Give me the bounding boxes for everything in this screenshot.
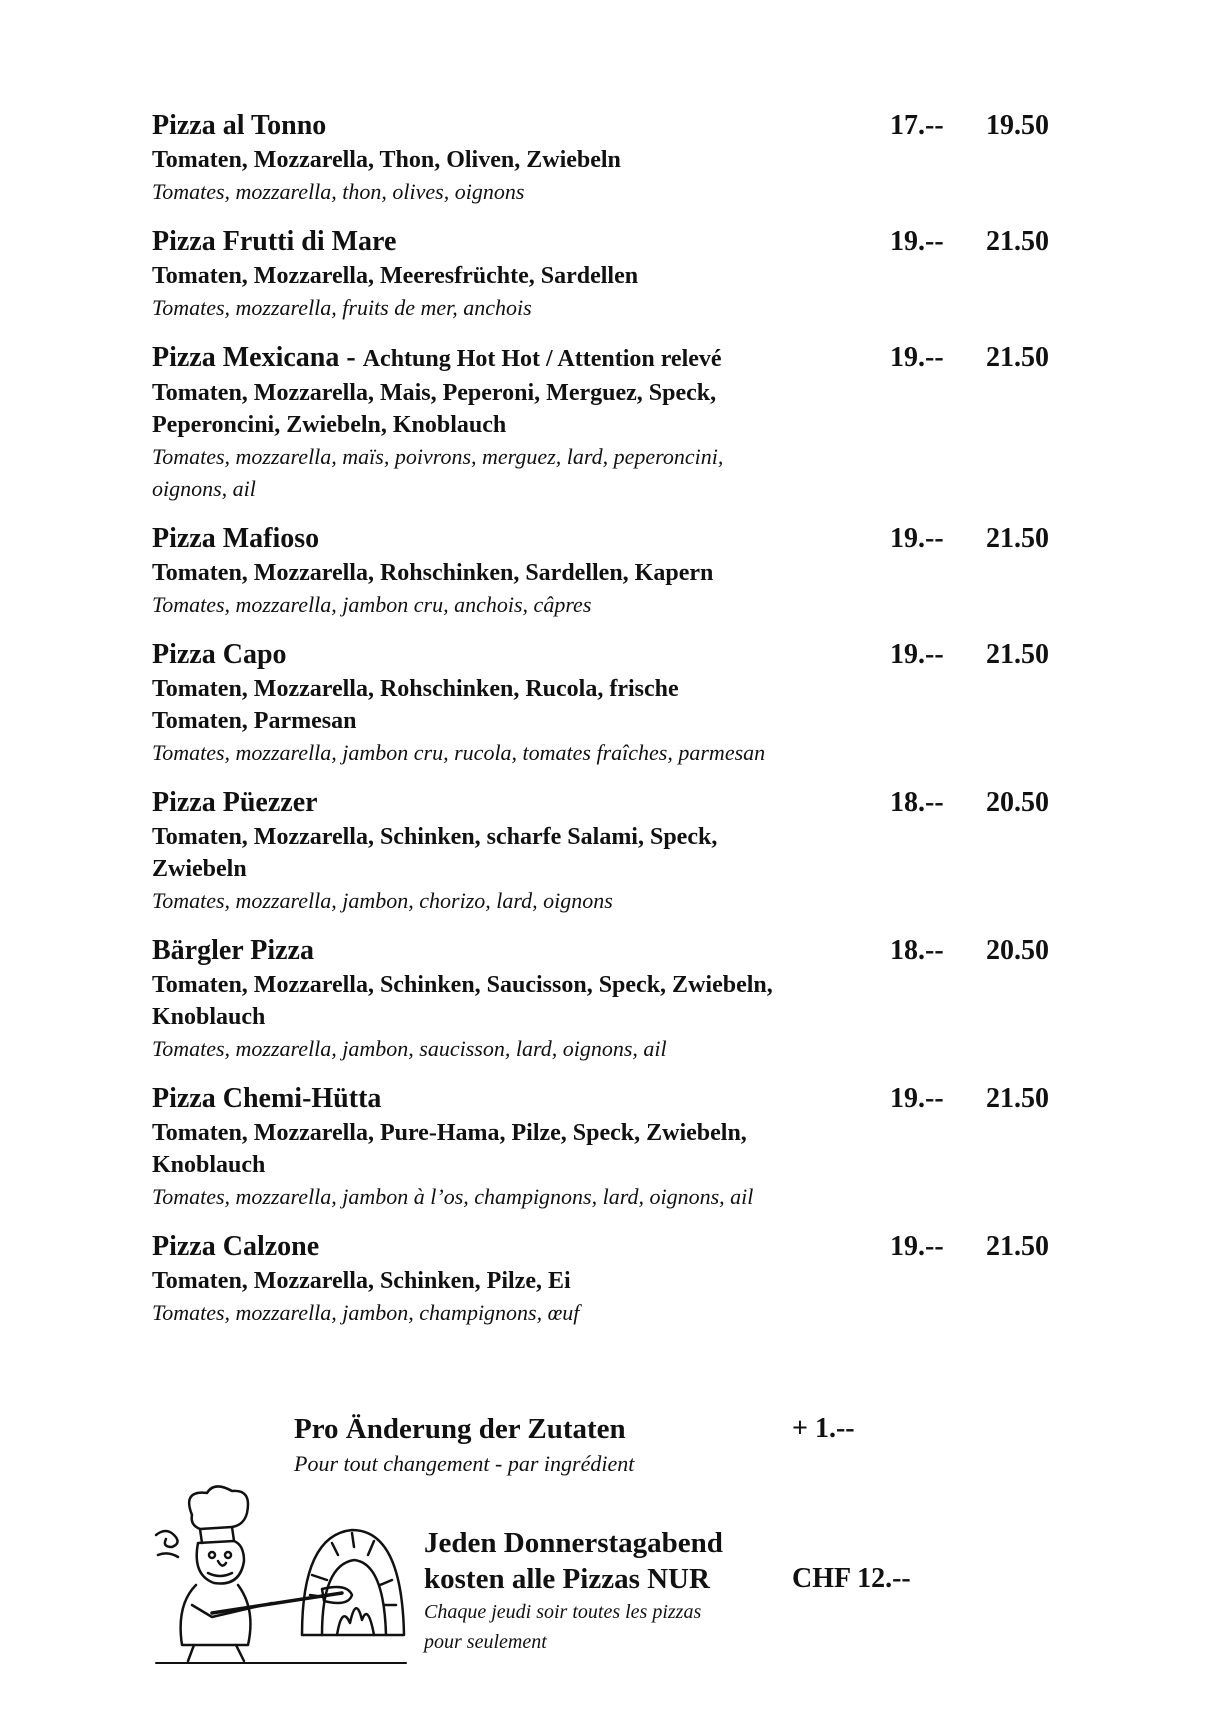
menu-item-mexicana — [152, 340, 1072, 505]
item-price-small: 19.-- — [890, 226, 944, 257]
item-name: Pizza Mexicana - Achtung Hot Hot / Attention relevé — [152, 342, 722, 373]
item-name: Pizza Mafioso — [152, 523, 320, 554]
item-ingredients-fr: Tomates, mozzarella, jambon, champignons, œuf — [152, 1300, 580, 1325]
item-name: Pizza Calzone — [152, 1231, 320, 1262]
item-price-small: 19.-- — [890, 342, 944, 373]
menu-item-capo — [152, 637, 1072, 769]
item-price-small: 18.-- — [890, 787, 944, 818]
ingredient-change-subtitle: Pour tout changement - par ingrédient — [294, 1451, 635, 1476]
item-price-small: 17.-- — [890, 110, 944, 141]
item-ingredients-de: Tomaten, Mozzarella, Schinken, Saucisson, Speck, Zwiebeln, Knoblauch — [152, 972, 773, 1030]
item-price-large: 21.50 — [986, 639, 1049, 670]
item-ingredients-fr: Tomates, mozzarella, maïs, poivrons, merguez, lard, peperoncini, oignons, ail — [152, 444, 724, 501]
item-price-large: 20.50 — [986, 787, 1049, 818]
item-price-large: 21.50 — [986, 1083, 1049, 1114]
item-ingredients-fr: Tomates, mozzarella, jambon cru, rucola, tomates fraîches, parmesan — [152, 740, 766, 765]
item-spicy-note: Achtung Hot Hot / Attention relevé — [362, 346, 722, 372]
item-ingredients-de: Tomaten, Mozzarella, Pure-Hama, Pilze, Speck, Zwiebeln, Knoblauch — [152, 1120, 747, 1178]
item-ingredients-de: Tomaten, Mozzarella, Mais, Peperoni, Merguez, Speck, Peperoncini, Zwiebeln, Knoblauch — [152, 380, 717, 438]
item-name: Pizza Frutti di Mare — [152, 226, 397, 257]
menu-item-puezzer — [152, 785, 1072, 917]
ingredient-change-title: Pro Änderung der Zutaten — [294, 1413, 626, 1445]
item-price-large: 21.50 — [986, 342, 1049, 373]
menu-item-chemi-hutta — [152, 1081, 1072, 1213]
promo-subtitle-line1: Chaque jeudi soir toutes les pizzas — [424, 1601, 702, 1623]
item-price-large: 21.50 — [986, 226, 1049, 257]
item-name: Pizza Püezzer — [152, 787, 318, 818]
item-price-large: 21.50 — [986, 1231, 1049, 1262]
menu-item-mafioso — [152, 521, 1072, 621]
item-price-small: 19.-- — [890, 1231, 944, 1262]
promo-subtitle-line2: pour seulement — [424, 1631, 547, 1653]
pizza-menu-list — [152, 108, 1072, 1345]
item-price-small: 19.-- — [890, 523, 944, 554]
thursday-promo — [424, 1525, 723, 1657]
item-price-large: 19.50 — [986, 110, 1049, 141]
promo-title-line2: kosten alle Pizzas NUR — [424, 1563, 710, 1595]
item-ingredients-fr: Tomates, mozzarella, jambon, chorizo, lard, oignons — [152, 888, 613, 913]
item-ingredients-fr: Tomates, mozzarella, jambon, saucisson, lard, oignons, ail — [152, 1036, 667, 1061]
item-price-small: 19.-- — [890, 639, 944, 670]
item-ingredients-de: Tomaten, Mozzarella, Schinken, Pilze, Ei — [152, 1268, 571, 1294]
menu-item-frutti-di-mare — [152, 224, 1072, 324]
item-ingredients-fr: Tomates, mozzarella, jambon à l’os, champignons, lard, oignons, ail — [152, 1184, 754, 1209]
menu-item-al-tonno — [152, 108, 1072, 208]
menu-item-bargler — [152, 933, 1072, 1065]
item-name: Pizza Chemi-Hütta — [152, 1083, 382, 1114]
ingredient-change-note — [294, 1410, 634, 1480]
item-ingredients-de: Tomaten, Mozzarella, Meeresfrüchte, Sardellen — [152, 263, 639, 289]
item-ingredients-de: Tomaten, Mozzarella, Rohschinken, Rucola, frische Tomaten, Parmesan — [152, 676, 679, 734]
item-price-large: 20.50 — [986, 935, 1049, 966]
item-name: Pizza Capo — [152, 639, 287, 670]
item-price-small: 19.-- — [890, 1083, 944, 1114]
item-name: Bärgler Pizza — [152, 935, 314, 966]
promo-title-line1: Jeden Donnerstagabend — [424, 1527, 723, 1559]
menu-item-calzone — [152, 1229, 1072, 1329]
item-ingredients-fr: Tomates, mozzarella, fruits de mer, anchois — [152, 295, 532, 320]
item-ingredients-fr: Tomates, mozzarella, jambon cru, anchois, câpres — [152, 592, 592, 617]
item-price-small: 18.-- — [890, 935, 944, 966]
item-ingredients-de: Tomaten, Mozzarella, Schinken, scharfe Salami, Speck, Zwiebeln — [152, 824, 718, 882]
item-price-large: 21.50 — [986, 523, 1049, 554]
item-ingredients-fr: Tomates, mozzarella, thon, olives, oignons — [152, 179, 525, 204]
item-name: Pizza al Tonno — [152, 110, 327, 141]
item-ingredients-de: Tomaten, Mozzarella, Thon, Oliven, Zwiebeln — [152, 147, 621, 173]
promo-price: CHF 12.-- — [792, 1563, 911, 1594]
item-ingredients-de: Tomaten, Mozzarella, Rohschinken, Sardellen, Kapern — [152, 560, 714, 586]
ingredient-change-price: + 1.-- — [792, 1413, 855, 1444]
pizza-chef-illustration — [152, 1485, 410, 1665]
